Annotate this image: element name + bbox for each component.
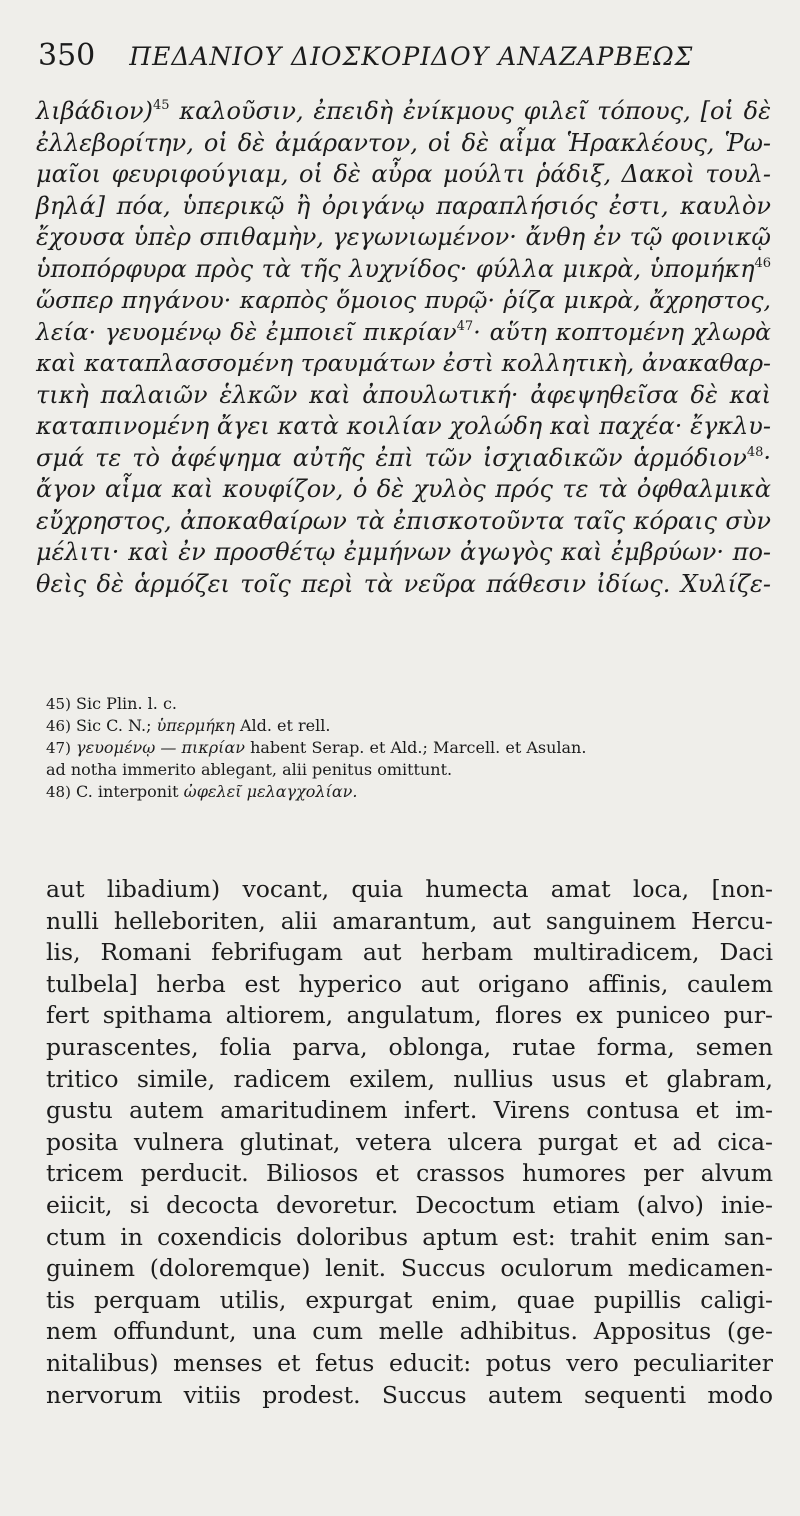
greek-line-text: τικὴ παλαιῶν ἑλκῶν καὶ ἀπουλωτική· ἀφεψηθεῖσα δὲ καὶ (36, 380, 771, 409)
greek-line-text: θεὶς δὲ ἁρμόζει τοῖς περὶ τὰ νεῦρα πάθεσιν ἰδίως. Χυλίζε- (36, 569, 771, 598)
greek-line (36, 443, 771, 475)
footnote-marker: 46 (754, 255, 771, 271)
footnote-text: ὑπερμήκη (156, 716, 235, 735)
latin-line: fert spithama altiorem, angulatum, flores ex puniceo pur- (46, 1001, 773, 1030)
latin-line: posita vulnera glutinat, vetera ulcera purgat et ad cica- (46, 1127, 773, 1156)
greek-line-text: μέλιτι· καὶ ἐν προσθέτῳ ἐμμήνων ἀγωγὸς καὶ ἐμβρύων· πο- (36, 538, 771, 566)
latin-line: nulli helleboriten, alii amarantum, aut sanguinem Hercu- (46, 906, 773, 935)
latin-line: tritico simile, radicem exilem, nullius usus et glabram, (46, 1064, 773, 1093)
greek-line-text: ὥσπερ πηγάνου· καρπὸς ὅμοιος πυρῷ· ῥίζα μικρὰ, ἄχρηστος, (36, 286, 771, 314)
greek-line (36, 474, 771, 506)
footnote-number: 46) (46, 717, 71, 735)
footnote-marker: 45 (152, 98, 170, 113)
greek-line-text: ἔχουσα ὑπὲρ σπιθαμὴν, γεγωνιωμένον· ἄνθη ἐν τῷ φοινικῷ (36, 223, 771, 251)
greek-line (36, 128, 771, 160)
greek-line-text: λιβάδιον) (36, 97, 153, 125)
latin-text-block (46, 874, 773, 1411)
latin-line: ctum in coxendicis doloribus aptum est: trahit enim san- (46, 1222, 773, 1251)
greek-line (36, 254, 771, 286)
greek-line-text: ἄγον αἷμα καὶ κουφίζον, ὁ δὲ χυλὸς πρός τε τὰ ὀφθαλμικὰ (36, 475, 771, 503)
footnote-text: ὠφελεῖ μελαγχολίαν. (183, 782, 358, 801)
greek-line (36, 317, 771, 349)
footnote-text: Ald. et rell. (234, 716, 331, 735)
greek-line-text: εὔχρηστος, ἀποκαθαίρων τὰ ἐπισκοτοῦντα ταῖς κόραις σὺν (36, 506, 771, 535)
latin-line: nitalibus) menses et fetus educit: potus vero peculiariter (46, 1348, 773, 1377)
greek-line (36, 96, 771, 128)
footnote-number: 48) (46, 783, 71, 801)
footnote-text: ad notha immerito ablegant, alii penitus omittunt. (46, 760, 453, 779)
greek-line (36, 348, 771, 380)
greek-line-text: καλοῦσιν, ἐπειδὴ ἐνίκμους φιλεῖ τόπους, [οἱ δὲ (169, 97, 771, 125)
greek-line-text: καὶ καταπλασσομένη τραυμάτων ἐστὶ κολλητικὴ, ἀνακαθαρ- (36, 349, 771, 377)
greek-line-text: καταπινομένη ἄγει κατὰ κοιλίαν χολώδη καὶ παχέα· ἔγκλυ- (36, 412, 771, 440)
latin-line: nervorum vitiis prodest. Succus autem sequenti modo (46, 1380, 773, 1409)
latin-line: tricem perducit. Biliosos et crassos humores per alvum (46, 1159, 773, 1188)
footnote-marker: 47 (456, 318, 474, 334)
greek-line (36, 506, 771, 538)
latin-line: tis perquam utilis, expurgat enim, quae pupillis caligi- (46, 1285, 773, 1314)
footnote (46, 759, 774, 781)
footnote-marker: 48 (746, 444, 764, 460)
greek-line (36, 569, 771, 601)
footnote-text: Sic C. N.; (76, 716, 157, 735)
latin-line: nem offundunt, una cum melle adhibitus. Appositus (ge- (46, 1317, 773, 1346)
greek-line-text: σμά τε τὸ ἀφέψημα αὐτῆς ἐπὶ τῶν ἰσχιαδικῶν ἁρμόδιον (36, 443, 747, 472)
latin-line: purascentes, folia parva, oblonga, rutae forma, semen (46, 1032, 773, 1061)
greek-line (36, 285, 771, 317)
greek-line-text: βηλά] πόα, ὑπερικῷ ἢ ὀριγάνῳ παραπλήσιός ἐστι, καυλὸν (36, 191, 771, 220)
latin-line: aut libadium) vocant, quia humecta amat loca, [non- (46, 875, 773, 903)
footnote-text: C. interponit (76, 782, 184, 801)
footnote-text: habent Serap. et Ald.; Marcell. et Asulan. (244, 738, 587, 757)
greek-text-block (36, 96, 771, 600)
greek-line (36, 159, 771, 191)
page-header (38, 38, 770, 78)
footnotes (46, 693, 774, 803)
greek-line (36, 537, 771, 569)
latin-line: gustu autem amaritudinem infert. Virens contusa et im- (46, 1096, 773, 1125)
greek-line (36, 380, 771, 412)
greek-line (36, 191, 771, 223)
latin-line: tulbela] herba est hyperico aut origano affinis, caulem (46, 969, 773, 998)
greek-line-text: μαῖοι φευριφούγιαμ, οἱ δὲ αὖρα μούλτι ῥάδιξ, Δακοὶ τουλ- (36, 160, 771, 188)
running-title: ΠΕΔΑΝΙΟΥ ΔΙΟΣΚΟΡΙΔΟΥ ΑΝΑΖΑΡΒΕΩΣ (129, 42, 694, 71)
latin-line: guinem (doloremque) lenit. Succus oculorum medicamen- (46, 1254, 773, 1283)
footnote-text: Sic Plin. l. c. (76, 694, 177, 713)
greek-line (36, 222, 771, 254)
greek-line-text: λεία· γευομένῳ δὲ ἐμποιεῖ πικρίαν (36, 317, 457, 346)
footnote (46, 737, 774, 759)
footnote (46, 693, 774, 715)
footnote-number: 45) (46, 695, 71, 713)
footnote (46, 781, 774, 803)
footnote-number: 47) (46, 739, 71, 757)
latin-line: lis, Romani febrifugam aut herbam multiradicem, Daci (46, 938, 773, 967)
greek-line-text: · αὕτη κοπτομένη χλωρὰ (473, 317, 771, 346)
footnote (46, 715, 774, 737)
greek-line-text: ὑποπόρφυρα πρὸς τὰ τῆς λυχνίδος· φύλλα μικρὰ, ὑπομήκη (36, 254, 755, 283)
footnote-text: γευομένῳ — πικρίαν (76, 738, 245, 757)
page-number: 350 (38, 38, 96, 73)
latin-line: eiicit, si decocta devoretur. Decoctum etiam (alvo) inie- (46, 1190, 773, 1219)
greek-line (36, 411, 771, 443)
greek-line-text: ἐλλεβορίτην, οἱ δὲ ἀμάραντον, οἱ δὲ αἷμα Ἡρακλέους, Ῥω- (36, 128, 771, 157)
greek-line-text: · (763, 443, 771, 472)
